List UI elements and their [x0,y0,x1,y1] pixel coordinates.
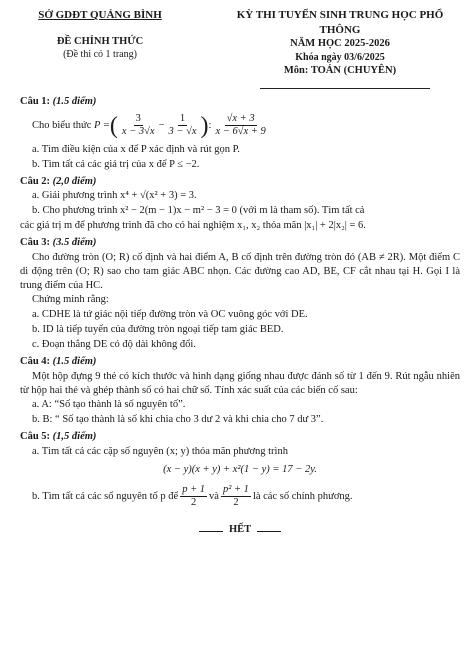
denominator: 2 [190,497,197,509]
q3-part-a: a. CDHE là tứ giác nội tiếp đường tròn và OC vuông góc với DE. [32,309,308,321]
denominator: 3 − √x [168,126,197,138]
q4-part-b: b. B: “ Số tạo thành là số khi chia cho 3 dư 2 và khi chia cho 7 dư 3”. [32,414,324,426]
question-points: (2,0 điểm) [52,175,97,187]
question-5 [20,430,460,513]
question-heading [20,355,460,369]
denominator: 2 [233,497,239,509]
question-title: Câu 1: [20,95,51,107]
fraction-p-plus-1 [180,484,207,509]
q4-statement: Một hộp đựng 9 thẻ có kích thước và hình dạng giống nhau được đánh số từ 1 đến 9. Rút ngẫu nhiên từ hộp hai thẻ và ghép thành số có hai chữ số. Tính xác suất của các biến cố sau: [20,370,460,396]
question-points: (1.5 điểm) [52,95,97,107]
numerator: p + 1 [180,484,207,497]
numerator: √x + 3 [225,113,257,126]
q5-b-text-post: là các số chính phương. [252,490,353,502]
q5-b-and: và [209,490,219,502]
end-line-right [257,531,281,532]
exam-title: KỲ THI TUYỂN SINH TRUNG HỌC PHỔ THÔNG [236,9,444,36]
lhs: P = [93,119,110,131]
denominator: x − 3√x [121,126,155,138]
question-3 [20,236,460,352]
header-divider [260,88,430,89]
q2-part-b-line2: các giá trị m để phương trình đã cho có hai nghiệm x₁, x₂ thỏa mãn |x₁| + 2|x₂| = 6. [20,220,366,232]
question-4 [20,355,460,427]
question-points: (3.5 điểm) [52,236,97,248]
q2-part-a: a. Giải phương trình x⁴ + √(x² + 3) = 3. [32,190,197,202]
question-heading [20,175,460,189]
end-text: HẾT [229,523,251,535]
question-title: Câu 2: [20,175,51,187]
subject: Môn: TOÁN (CHUYÊN) [283,65,397,77]
official-label: ĐỀ CHÍNH THỨC [56,35,144,47]
question-points: (1,5 điểm) [52,431,97,443]
question-points: (1.5 điểm) [52,355,97,367]
exam-header [20,8,460,78]
minus-sign: − [158,119,165,131]
question-heading [20,95,460,109]
q1-part-a: a. Tìm điều kiện của x để P xác định và rút gọn P. [32,143,240,155]
q5-b-text-pre: b. Tìm tất cả các số nguyên tố p để [32,490,179,502]
intro-text: Cho biểu thức [32,119,92,131]
department-name: SỞ GDĐT QUẢNG BÌNH [38,9,162,21]
question-1 [20,95,460,172]
q3-part-c: c. Đoạn thẳng DE có độ dài không đổi. [32,338,196,350]
question-title: Câu 4: [20,355,51,367]
school-year: NĂM HỌC 2025-2026 [290,38,390,50]
fraction-3 [213,113,267,138]
expression-p [32,111,460,141]
exam-date: Khóa ngày 03/6/2025 [295,51,385,63]
q2-part-b-line1: b. Cho phương trình x² − 2(m − 1)x − m² − 3 = 0 (với m là tham số). Tìm tất cả [32,205,365,217]
question-heading [20,430,460,444]
numerator: 3 [134,113,143,126]
question-heading [20,236,460,250]
q3-prove-label: Chứng minh rằng: [32,294,109,306]
right-paren: ) [200,112,209,139]
left-paren: ( [109,112,118,139]
q3-part-b: b. ID là tiếp tuyến của đường tròn ngoại tiếp tam giác BED. [32,324,284,336]
numerator: p² + 1 [221,484,251,497]
q4-part-a: a. A: “Số tạo thành là số nguyên tố”. [32,399,186,411]
question-title: Câu 3: [20,236,51,248]
divide-sign: : [208,119,212,131]
question-title: Câu 5: [20,431,51,443]
q1-part-b: b. Tìm tất cả các giá trị của x để P ≤ −2. [32,158,200,170]
fraction-p2-plus-1 [221,484,251,509]
numerator: 1 [178,113,187,126]
denominator: x − 6√x + 9 [215,126,266,138]
end-marker [20,523,460,537]
fraction-2 [167,113,199,138]
header-right [220,8,460,78]
header-left [20,8,180,78]
q5-part-a: a. Tìm tất cả các cặp số nguyên (x; y) thỏa mãn phương trình [32,445,288,457]
end-line-left [199,531,223,532]
q5-part-b [32,481,460,513]
fraction-1 [120,113,157,138]
question-2 [20,175,460,233]
q3-statement: Cho đường tròn (O; R) cố định và hai điểm A, B cố định trên đường tròn đó (AB ≠ 2R). Một điểm C di động trên (O; R) sao cho tam giác ABC nhọn. Các đường cao AD, BE, CF cắt nhau tại H. Gọi I là trung điểm của HC. [20,251,460,291]
page-count: (Đề thi có 1 trang) [63,49,137,61]
q5-equation: (x − y)(x + y) + x²(1 − y) = 17 − 2y. [163,463,317,475]
